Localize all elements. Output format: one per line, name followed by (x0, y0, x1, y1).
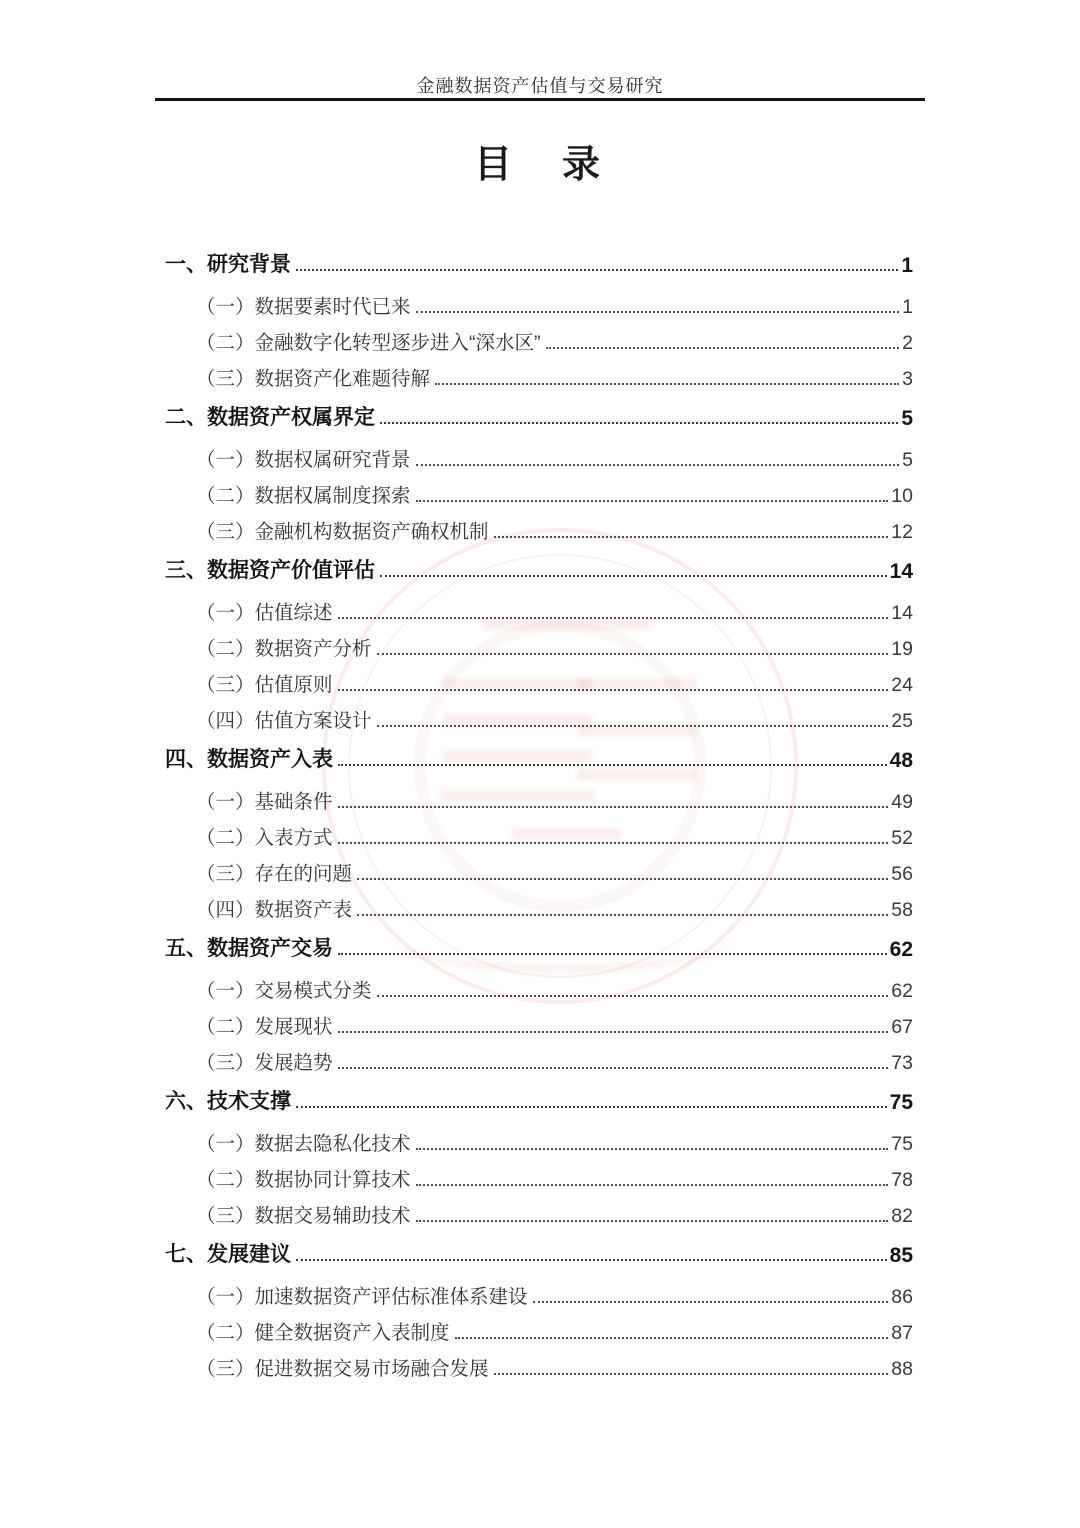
page-number: 10 (891, 485, 913, 507)
toc-entry-label: （三）估值原则 (196, 674, 333, 696)
toc-entry[interactable] (165, 858, 913, 886)
toc-entry[interactable] (165, 1164, 913, 1192)
header-rule (155, 98, 925, 101)
toc-entry[interactable] (165, 291, 913, 319)
toc-section (165, 1085, 913, 1228)
toc-entry[interactable] (165, 705, 913, 733)
page-number: 14 (889, 560, 913, 583)
page-number: 1 (901, 254, 913, 277)
toc-entry-label: （一）数据要素时代已来 (196, 296, 411, 318)
dot-leader (338, 806, 889, 808)
toc-entry-label: （一）加速数据资产评估标准体系建设 (196, 1286, 528, 1308)
page-title: 目 录 (473, 144, 606, 186)
dot-leader (546, 347, 900, 349)
page-number: 62 (891, 980, 913, 1002)
toc-entry[interactable] (165, 1011, 913, 1039)
dot-leader (296, 1259, 887, 1261)
page-number: 48 (889, 749, 913, 772)
dot-leader (416, 1220, 889, 1222)
table-of-contents (165, 248, 913, 1391)
dot-leader (377, 653, 889, 655)
toc-entry-label: 三、数据资产价值评估 (165, 559, 375, 582)
toc-entry-label: （三）存在的问题 (196, 863, 353, 885)
page-number: 19 (891, 638, 913, 660)
page-number: 56 (891, 863, 913, 885)
toc-entry[interactable] (165, 1200, 913, 1228)
page-number: 49 (891, 791, 913, 813)
page-number: 3 (902, 368, 913, 390)
toc-entry-label: （四）数据资产表 (196, 899, 353, 921)
toc-entry-label: （一）基础条件 (196, 791, 333, 813)
toc-entry[interactable] (165, 363, 913, 391)
toc-entry-label: （三）促进数据交易市场融合发展 (196, 1358, 489, 1380)
dot-leader (338, 842, 889, 844)
page-number: 62 (889, 938, 913, 961)
toc-entry[interactable] (165, 1317, 913, 1345)
page-header (0, 72, 1080, 98)
dot-leader (357, 914, 888, 916)
toc-entry[interactable] (165, 743, 913, 773)
page-number: 82 (891, 1205, 913, 1227)
page-number: 85 (889, 1244, 913, 1267)
toc-entry[interactable] (165, 327, 913, 355)
toc-entry[interactable] (165, 1047, 913, 1075)
toc-entry-label: （四）估值方案设计 (196, 710, 372, 732)
toc-entry-label: 六、技术支撑 (165, 1090, 291, 1113)
dot-leader (338, 1067, 889, 1069)
toc-entry-label: （二）数据协同计算技术 (196, 1169, 411, 1191)
toc-section (165, 743, 913, 922)
page-number: 52 (891, 827, 913, 849)
toc-entry-label: 五、数据资产交易 (165, 937, 333, 960)
dot-leader (380, 422, 898, 424)
toc-entry[interactable] (165, 822, 913, 850)
toc-entry[interactable] (165, 444, 913, 472)
toc-entry-label: 二、数据资产权属界定 (165, 406, 375, 429)
dot-leader (494, 536, 889, 538)
toc-entry-label: （一）估值综述 (196, 602, 333, 624)
dot-leader (338, 764, 887, 766)
dot-leader (455, 1337, 889, 1339)
page-number: 14 (891, 602, 913, 624)
toc-entry[interactable] (165, 1353, 913, 1381)
toc-section (165, 1238, 913, 1381)
toc-entry-label: （三）数据资产化难题待解 (196, 368, 431, 390)
dot-leader (416, 500, 889, 502)
toc-entry[interactable] (165, 669, 913, 697)
page-number: 5 (902, 449, 913, 471)
dot-leader (416, 464, 900, 466)
toc-entry-label: （二）入表方式 (196, 827, 333, 849)
toc-entry-label: （二）金融数字化转型逐步进入“深水区” (196, 332, 541, 354)
dot-leader (338, 689, 889, 691)
header-title: 金融数据资产估值与交易研究 (416, 76, 664, 96)
page-number: 1 (902, 296, 913, 318)
toc-section (165, 248, 913, 391)
dot-leader (416, 1148, 889, 1150)
toc-entry-label: （二）数据资产分析 (196, 638, 372, 660)
toc-entry-label: （三）数据交易辅助技术 (196, 1205, 411, 1227)
toc-entry-label: （一）数据去隐私化技术 (196, 1133, 411, 1155)
toc-entry[interactable] (165, 633, 913, 661)
page-number: 88 (891, 1358, 913, 1380)
toc-section (165, 554, 913, 733)
page-number: 12 (891, 521, 913, 543)
toc-entry[interactable] (165, 932, 913, 962)
page-number: 86 (891, 1286, 913, 1308)
page-number: 5 (901, 407, 913, 430)
dot-leader (338, 617, 889, 619)
toc-entry[interactable] (165, 248, 913, 278)
toc-entry-label: 七、发展建议 (165, 1243, 291, 1266)
page-number: 24 (891, 674, 913, 696)
page-number: 73 (891, 1052, 913, 1074)
toc-entry[interactable] (165, 1085, 913, 1115)
toc-entry[interactable] (165, 516, 913, 544)
toc-entry[interactable] (165, 894, 913, 922)
dot-leader (338, 953, 887, 955)
toc-entry[interactable] (165, 975, 913, 1003)
toc-section (165, 932, 913, 1075)
dot-leader (296, 269, 898, 271)
toc-entry[interactable] (165, 480, 913, 508)
page-number: 67 (891, 1016, 913, 1038)
toc-entry-label: （二）数据权属制度探索 (196, 485, 411, 507)
toc-entry-label: （三）金融机构数据资产确权机制 (196, 521, 489, 543)
dot-leader (416, 311, 900, 313)
dot-leader (416, 1184, 889, 1186)
dot-leader (296, 1106, 887, 1108)
toc-entry[interactable] (165, 554, 913, 584)
toc-section (165, 401, 913, 544)
page-number: 87 (891, 1322, 913, 1344)
dot-leader (435, 383, 899, 385)
dot-leader (380, 575, 887, 577)
page-number: 25 (891, 710, 913, 732)
page-number: 78 (891, 1169, 913, 1191)
toc-entry[interactable] (165, 1281, 913, 1309)
dot-leader (338, 1031, 889, 1033)
dot-leader (377, 995, 889, 997)
toc-entry[interactable] (165, 1238, 913, 1268)
page-number: 2 (902, 332, 913, 354)
toc-entry-label: （一）数据权属研究背景 (196, 449, 411, 471)
page-number: 58 (891, 899, 913, 921)
dot-leader (533, 1301, 889, 1303)
dot-leader (494, 1373, 889, 1375)
toc-entry[interactable] (165, 786, 913, 814)
page-number: 75 (889, 1091, 913, 1114)
toc-entry-label: （二）健全数据资产入表制度 (196, 1322, 450, 1344)
toc-entry[interactable] (165, 1128, 913, 1156)
dot-leader (377, 725, 889, 727)
toc-entry-label: 四、数据资产入表 (165, 748, 333, 771)
toc-entry-label: （一）交易模式分类 (196, 980, 372, 1002)
dot-leader (357, 878, 888, 880)
toc-entry[interactable] (165, 401, 913, 431)
toc-entry-label: （三）发展趋势 (196, 1052, 333, 1074)
toc-entry-label: （二）发展现状 (196, 1016, 333, 1038)
toc-entry[interactable] (165, 597, 913, 625)
page-number: 75 (891, 1133, 913, 1155)
toc-entry-label: 一、研究背景 (165, 253, 291, 276)
